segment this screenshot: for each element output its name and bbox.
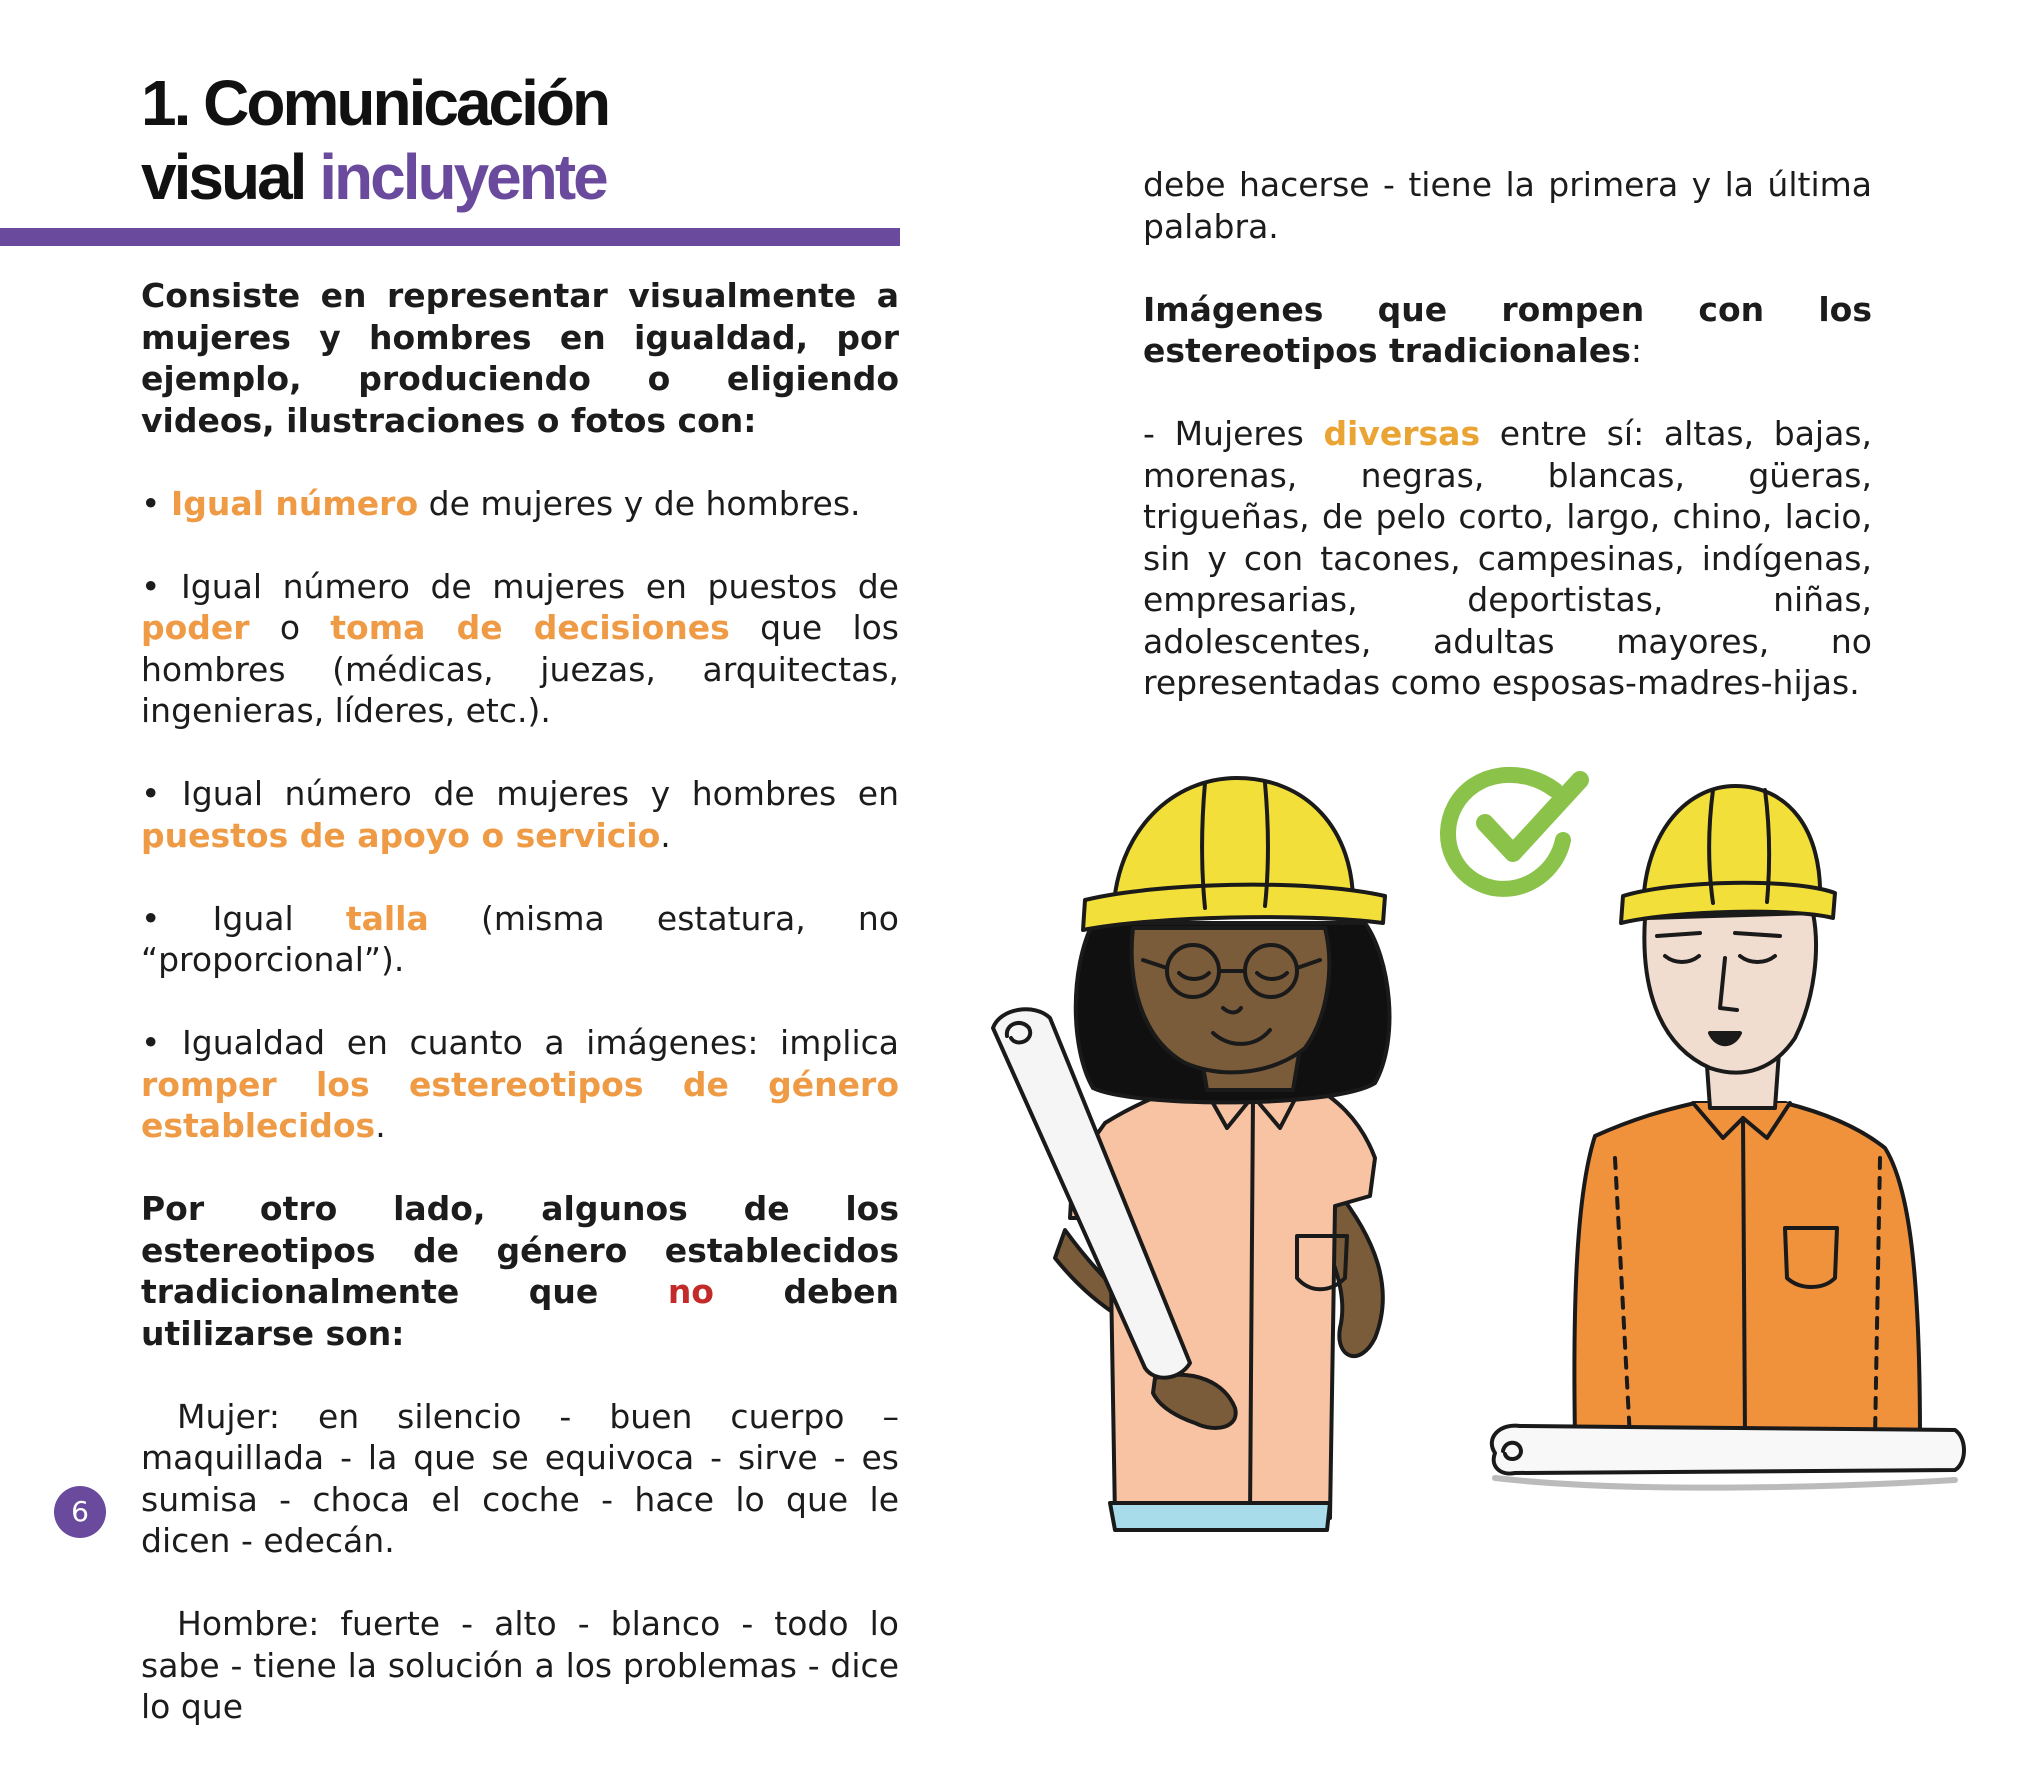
man-stereotypes: Hombre: fuerte - alto - blanco - todo lo sabe - tiene la solución a los problemas - dice lo que xyxy=(141,1604,899,1726)
bullet-text: (misma estatura, no “proporcional”). xyxy=(141,898,899,979)
bullet-power xyxy=(141,566,899,732)
woman-engineer-figure xyxy=(993,778,1389,1530)
man-engineer-figure xyxy=(1492,786,1964,1488)
breaking-stereotypes-heading xyxy=(1143,289,1872,372)
bullet-size xyxy=(141,898,899,981)
bullet-text: • Igualdad en cuanto a imágenes: implica xyxy=(141,1023,899,1062)
highlight: toma de decisiones xyxy=(330,608,730,647)
bullet-text: • Igual xyxy=(141,898,294,938)
title-accent: incluyente xyxy=(319,141,606,213)
bullet-mark: • xyxy=(141,483,161,523)
bullet-text: o xyxy=(279,608,301,647)
paragraph-text: - Mujeres xyxy=(1143,414,1304,453)
right-column xyxy=(1143,164,1872,745)
continued-paragraph: debe hacerse - tiene la primera y la última palabra. xyxy=(1143,165,1872,246)
bullet-text: . xyxy=(375,1106,386,1145)
bullet-text: que los hombres (médicas, juezas, arquitectas, ingenieras, líderes, etc.). xyxy=(141,608,900,730)
warning-word: no xyxy=(667,1272,714,1311)
bullet-support-roles xyxy=(141,773,899,856)
paragraph-text: entre sí: altas, bajas, morenas, negras, blancas, güeras, trigueñas, de pelo corto, largo, chino, lacio, sin y con tacones, campesinas, indígenas, empresarias, deportistas, niñas, adolescentes, adultas mayores, no representadas como esposas-madres-hijas. xyxy=(1143,414,1873,702)
title-underline xyxy=(0,228,900,246)
bullet-images xyxy=(141,1022,899,1147)
bullet-text: de mujeres y de hombres. xyxy=(428,483,861,523)
diverse-women-paragraph xyxy=(1143,413,1872,704)
bullet-equal-number xyxy=(141,483,899,525)
intro-text: Consiste en representar visualmente a mujeres y hombres en igualdad, por ejemplo, produciendo o eligiendo videos, ilustraciones o fotos con: xyxy=(141,276,899,440)
check-icon xyxy=(1448,775,1580,889)
intro-paragraph xyxy=(141,275,899,441)
bullet-text: • Igual número de mujeres en puestos de xyxy=(141,566,899,606)
highlight: talla xyxy=(345,898,429,938)
bold-text: Por otro lado, algunos de los estereotipos de género establecidos tradicionalmente que xyxy=(141,1189,899,1311)
bold-text: Imágenes que rompen con los estereotipos tradicionales xyxy=(1143,289,1872,370)
page-title xyxy=(141,66,608,214)
title-plain: visual xyxy=(141,141,305,213)
engineers-illustration xyxy=(975,718,1975,1548)
title-line-1: 1. Comunicación xyxy=(141,67,609,139)
highlight: romper los estereotipos de género establecidos xyxy=(141,1064,899,1145)
highlight: poder xyxy=(141,608,250,647)
page-number: 6 xyxy=(54,1486,106,1538)
bullet-text: . xyxy=(660,815,671,855)
woman-stereotypes: Mujer: en silencio - buen cuerpo – maquillada - la que se equivoca - sirve - es sumisa - choca el coche - hace lo que le dicen - edecán. xyxy=(141,1396,899,1560)
bold-text: deben utilizarse son: xyxy=(141,1272,899,1353)
stereotypes-intro xyxy=(141,1188,899,1354)
highlight: puestos de apoyo o servicio xyxy=(141,815,661,855)
left-column xyxy=(141,275,899,1769)
highlight: Igual número xyxy=(170,483,419,523)
colon: : xyxy=(1630,331,1643,370)
highlight: diversas xyxy=(1323,414,1481,453)
bullet-text: • Igual número de mujeres y hombres en xyxy=(141,774,899,813)
title-line-2 xyxy=(141,140,608,214)
